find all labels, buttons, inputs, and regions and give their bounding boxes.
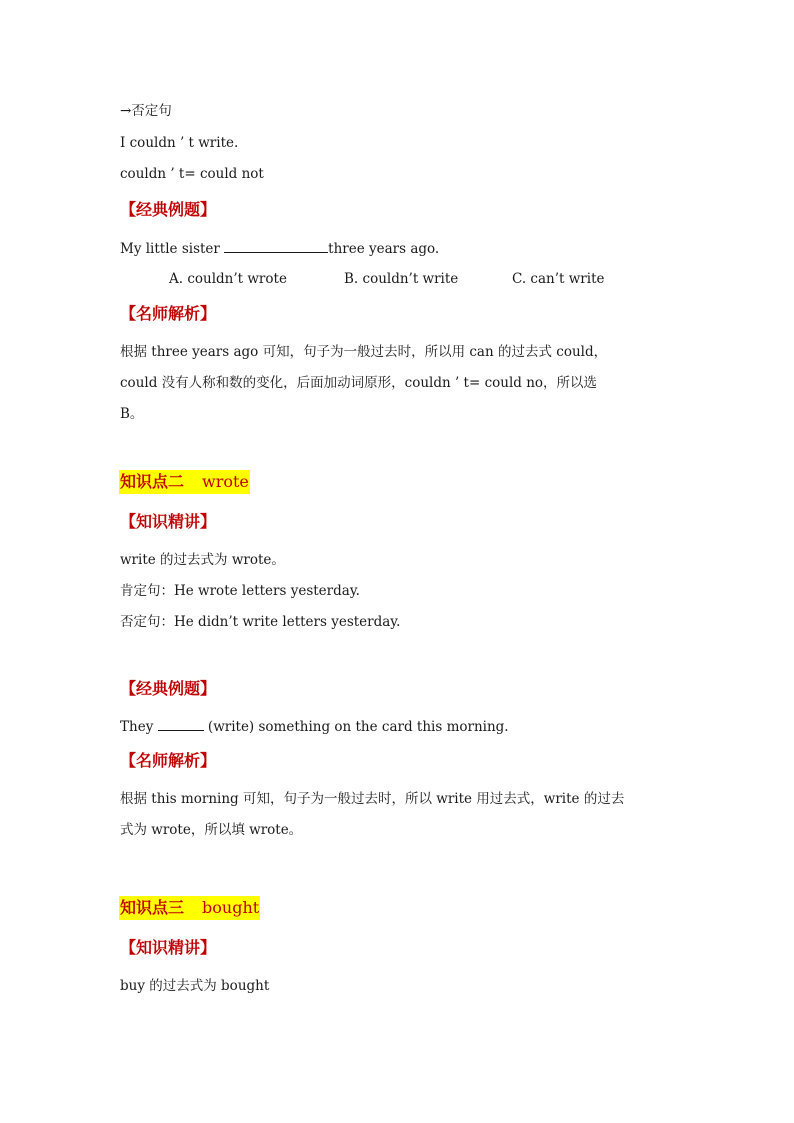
teacher-analysis-heading: 【名师解析】 — [120, 751, 217, 770]
knowledge-explanation-heading: 【知识精讲】 — [120, 512, 217, 531]
answer-blank — [158, 716, 204, 731]
option-a: A. couldn’t wrote — [169, 271, 287, 287]
teacher-analysis-heading: 【名师解析】 — [120, 304, 217, 323]
knowledge-point-2-word: wrote — [202, 472, 249, 491]
knowledge-point-2-title: 知识点二 — [120, 472, 185, 491]
question-2-after: (write) something on the card this morning. — [207, 719, 509, 735]
question-2-before: They — [120, 719, 154, 735]
question-1-before: My little sister — [120, 241, 220, 257]
option-b: B. couldn’t write — [344, 271, 459, 287]
affirmative-example: 肯定句：He wrote letters yesterday. — [120, 583, 360, 599]
answer-blank — [224, 238, 328, 253]
knowledge-explanation-heading: 【知识精讲】 — [120, 938, 217, 957]
knowledge-point-3-title: 知识点三 — [120, 898, 185, 917]
analysis-line: B。 — [120, 406, 144, 422]
explanation-line: write 的过去式为 wrote。 — [120, 552, 285, 568]
option-c: C. can’t write — [512, 271, 605, 287]
knowledge-point-2-banner — [119, 470, 250, 494]
analysis-line: 式为 wrote，所以填 wrote。 — [120, 822, 303, 838]
classic-example-heading: 【经典例题】 — [120, 200, 217, 219]
question-1 — [120, 238, 439, 259]
analysis-line: could 没有人称和数的变化，后面加动词原形，couldn ’ t= could no，所以选 — [120, 375, 598, 391]
analysis-line: 根据 three years ago 可知，句子为一般过去时，所以用 can 的过去式 could， — [120, 344, 608, 360]
contraction-note: couldn ’ t= could not — [120, 166, 264, 182]
negative-example: 否定句：He didn’t write letters yesterday. — [120, 614, 401, 630]
classic-example-heading: 【经典例题】 — [120, 679, 217, 698]
example-sentence: I couldn ’ t write. — [120, 135, 239, 151]
question-1-after: three years ago. — [328, 241, 440, 257]
knowledge-point-3-word: bought — [202, 898, 260, 917]
analysis-line: 根据 this morning 可知，句子为一般过去时，所以 write 用过去式，write 的过去 — [120, 791, 625, 807]
knowledge-point-3-banner — [119, 896, 260, 920]
explanation-line: buy 的过去式为 bought — [120, 978, 270, 994]
negative-sentence-label: →否定句 — [120, 103, 172, 119]
question-2 — [120, 716, 509, 737]
